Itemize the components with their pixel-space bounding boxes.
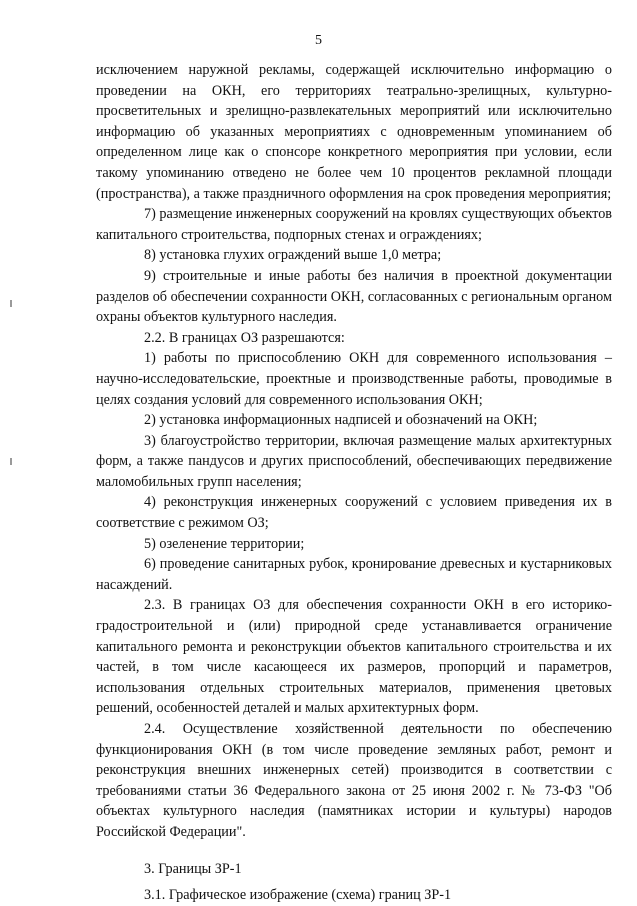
paragraph-allowed-4: 4) реконструкция инженерных сооружений с условием приведения их в соответствие с режимом ОЗ; — [96, 494, 612, 532]
body-text — [96, 60, 612, 906]
margin-mark — [10, 458, 12, 465]
heading-section-3-1: 3.1. Графическое изображение (схема) границ ЗР-1 — [144, 887, 452, 904]
page-number: 5 — [315, 33, 322, 48]
paragraph-advertising-exception: исключением наружной рекламы, содержащей исключительно информацию о проведении на ОКН, его территориях театрально-зрелищных, культурно-просветительных и зрелищно-развлекательных мероприятий или исключительно информацию об указанных мероприятиях с одновременным упоминанием об определенном лице как о спонсоре конкретного мероприятия при условии, если такому упоминанию отведено не более чем 10 процентов рекламной площади (пространства), а также праздничного оформления на срок проведения мероприятия; — [96, 62, 612, 202]
paragraph-allowed-5: 5) озеленение территории; — [144, 535, 305, 552]
paragraph-section-2-4: 2.4. Осуществление хозяйственной деятельности по обеспечению функционирования ОКН (в том числе проведение земляных работ, ремонт и реконструкция внешних инженерных сетей) производится в соответствии с требованиями статьи 36 Федерального закона от 25 июня 2002 г. № 73-ФЗ "Об объектах культурного наследия (памятниках истории и культуры) народов Российской Федерации". — [96, 721, 612, 840]
paragraph-section-2-2: 2.2. В границах ОЗ разрешаются: — [144, 329, 345, 346]
paragraph-allowed-2: 2) установка информационных надписей и обозначений на ОКН; — [144, 412, 538, 429]
paragraph-section-2-3: 2.3. В границах ОЗ для обеспечения сохранности ОКН в его историко-градостроительной и (или) природной среде устанавливается ограничение капитального ремонта и реконструкции объектов капитального строительства и их частей, в том числе касающееся их размеров, пропорций и параметров, использования отдельных строительных материалов, применения цветовых решений, особенностей деталей и малых архитектурных форм. — [96, 597, 612, 717]
paragraph-allowed-3: 3) благоустройство территории, включая размещение малых архитектурных форм, а также пандусов и других приспособлений, обеспечивающих передвижение маломобильных групп населения; — [96, 432, 612, 490]
paragraph-item-8: 8) установка глухих ограждений выше 1,0 метра; — [144, 247, 442, 264]
paragraph-item-7: 7) размещение инженерных сооружений на кровлях существующих объектов капитального строительства, подпорных стенах и ограждениях; — [96, 206, 612, 243]
heading-section-3: 3. Границы ЗР-1 — [144, 860, 242, 877]
paragraph-item-9: 9) строительные и иные работы без наличия в проектной документации разделов об обеспечении сохранности ОКН, согласованных с региональным органом охраны объектов культурного наследия. — [96, 267, 612, 326]
paragraph-allowed-1: 1) работы по приспособлению ОКН для современного использования – научно-исследовательские, проектные и производственные работы, проводимые в целях создания условий для современного использования ОКН; — [96, 350, 612, 408]
paragraph-allowed-6: 6) проведение санитарных рубок, кронирование древесных и кустарниковых насаждений. — [96, 556, 612, 593]
margin-mark — [10, 300, 12, 307]
